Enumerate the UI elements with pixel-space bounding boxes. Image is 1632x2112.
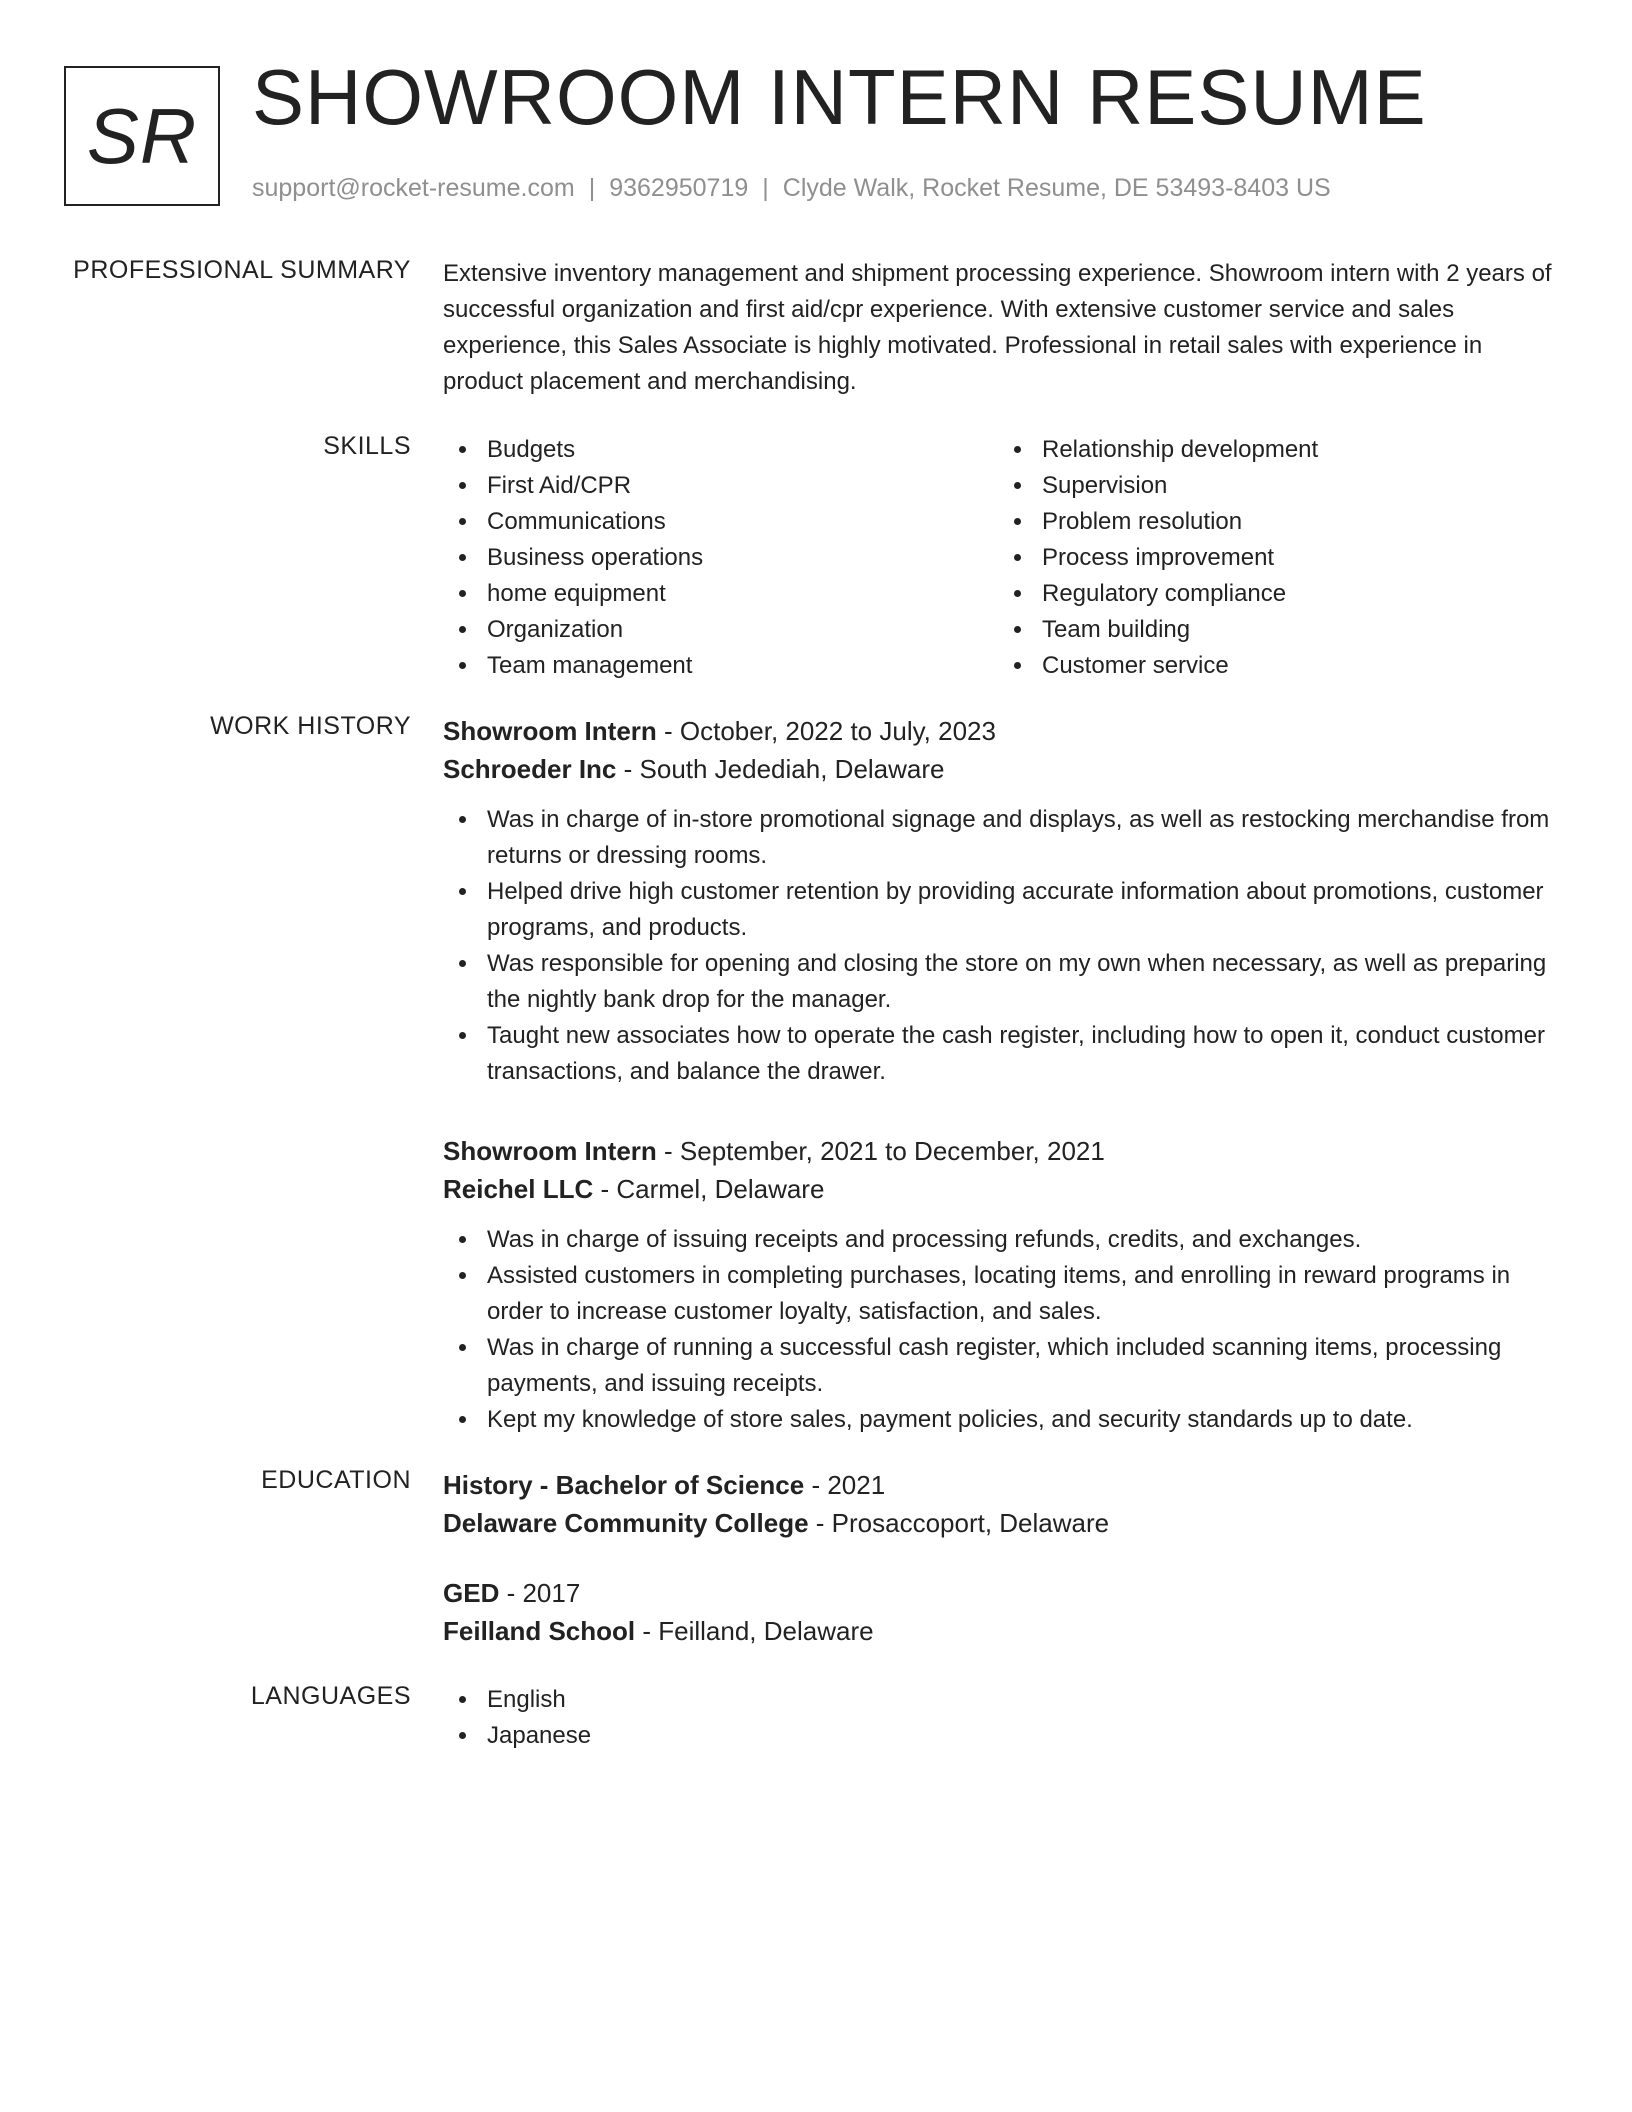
job-dates: - October, 2022 to July, 2023 — [656, 716, 996, 746]
skill-item: Budgets — [487, 432, 998, 468]
languages-body — [443, 1682, 1553, 1754]
language-item: English — [487, 1682, 1553, 1718]
education-degree-line — [443, 1574, 1553, 1612]
skill-item: Team management — [487, 648, 998, 684]
job-bullet: Kept my knowledge of store sales, payment policies, and security standards up to date. — [487, 1402, 1553, 1438]
job-entry — [443, 1132, 1553, 1438]
job-bullet: Was in charge of in-store promotional signage and displays, as well as restocking merchandise from returns or dressing rooms. — [487, 802, 1553, 874]
job-title: Showroom Intern — [443, 1136, 657, 1166]
skill-item: Problem resolution — [1042, 504, 1553, 540]
summary-body — [443, 256, 1553, 400]
contact-phone: 9362950719 — [609, 174, 749, 202]
contact-email: support@rocket-resume.com — [252, 174, 575, 202]
education-year: - 2021 — [804, 1470, 886, 1500]
skills-label: SKILLS — [323, 432, 411, 460]
education-entry — [443, 1466, 1553, 1542]
job-bullet: Helped drive high customer retention by providing accurate information about promotions, customer programs, and products. — [487, 874, 1553, 946]
contact-line — [252, 174, 1331, 203]
skill-item: Relationship development — [1042, 432, 1553, 468]
education-body — [443, 1466, 1553, 1650]
education-degree: GED — [443, 1578, 500, 1608]
job-title: Showroom Intern — [443, 716, 657, 746]
skills-list-left — [443, 432, 998, 684]
skill-item: Regulatory compliance — [1042, 576, 1553, 612]
job-title-line — [443, 1132, 1553, 1170]
work-history-body — [443, 712, 1553, 1438]
skill-item: Business operations — [487, 540, 998, 576]
contact-separator: | — [588, 174, 596, 202]
job-dates: - September, 2021 to December, 2021 — [656, 1136, 1105, 1166]
skills-list-right — [998, 432, 1553, 684]
job-title-line — [443, 712, 1553, 750]
job-company-line — [443, 750, 1553, 788]
education-entry — [443, 1574, 1553, 1650]
work-history-label: WORK HISTORY — [210, 712, 411, 740]
job-bullet: Assisted customers in completing purchases, locating items, and enrolling in reward programs in order to increase customer loyalty, satisfaction, and sales. — [487, 1258, 1553, 1330]
job-bullet: Was in charge of running a successful cash register, which included scanning items, processing payments, and issuing receipts. — [487, 1330, 1553, 1402]
contact-separator: | — [762, 174, 769, 202]
education-school: Delaware Community College — [443, 1508, 809, 1538]
job-location: - Carmel, Delaware — [593, 1174, 825, 1204]
resume-title: SHOWROOM INTERN RESUME — [252, 53, 1427, 141]
job-entry — [443, 712, 1553, 1090]
skill-item: home equipment — [487, 576, 998, 612]
education-degree-line — [443, 1466, 1553, 1504]
education-school-line — [443, 1504, 1553, 1542]
job-bullet: Was in charge of issuing receipts and processing refunds, credits, and exchanges. — [487, 1222, 1553, 1258]
skill-item: Customer service — [1042, 648, 1553, 684]
language-item: Japanese — [487, 1718, 1553, 1754]
job-bullet: Taught new associates how to operate the cash register, including how to open it, conduct customer transactions, and balance the drawer. — [487, 1018, 1553, 1090]
job-company: Schroeder Inc — [443, 754, 617, 784]
education-degree: History - Bachelor of Science — [443, 1470, 805, 1500]
skill-item: Team building — [1042, 612, 1553, 648]
summary-label: PROFESSIONAL SUMMARY — [73, 256, 411, 284]
languages-label: LANGUAGES — [250, 1682, 411, 1710]
contact-address: Clyde Walk, Rocket Resume, DE 53493-8403 US — [782, 174, 1331, 202]
skill-item: Process improvement — [1042, 540, 1553, 576]
education-year: - 2017 — [499, 1578, 581, 1608]
skill-item: Communications — [487, 504, 998, 540]
education-label: EDUCATION — [261, 1466, 411, 1494]
education-school-line — [443, 1612, 1553, 1650]
education-location: - Prosaccoport, Delaware — [808, 1508, 1110, 1538]
job-bullets — [443, 802, 1553, 1090]
languages-list — [443, 1682, 1553, 1754]
summary-text: Extensive inventory management and shipment processing experience. Showroom intern with 2 years of successful organization and first aid/cpr experience. With extensive customer service and sales experience, this Sales Associate is highly motivated. Professional in retail sales with experience in product placement and merchandising. — [443, 260, 1552, 395]
job-company: Reichel LLC — [443, 1174, 594, 1204]
job-location: - South Jedediah, Delaware — [616, 754, 945, 784]
monogram-logo: SR — [64, 66, 220, 206]
education-school: Feilland School — [443, 1616, 636, 1646]
education-location: - Feilland, Delaware — [635, 1616, 874, 1646]
job-company-line — [443, 1170, 1553, 1208]
job-bullet: Was responsible for opening and closing the store on my own when necessary, as well as preparing the nightly bank drop for the manager. — [487, 946, 1553, 1018]
skill-item: First Aid/CPR — [487, 468, 998, 504]
skills-grid — [443, 432, 1553, 684]
job-bullets — [443, 1222, 1553, 1438]
skill-item: Organization — [487, 612, 998, 648]
skill-item: Supervision — [1042, 468, 1553, 504]
